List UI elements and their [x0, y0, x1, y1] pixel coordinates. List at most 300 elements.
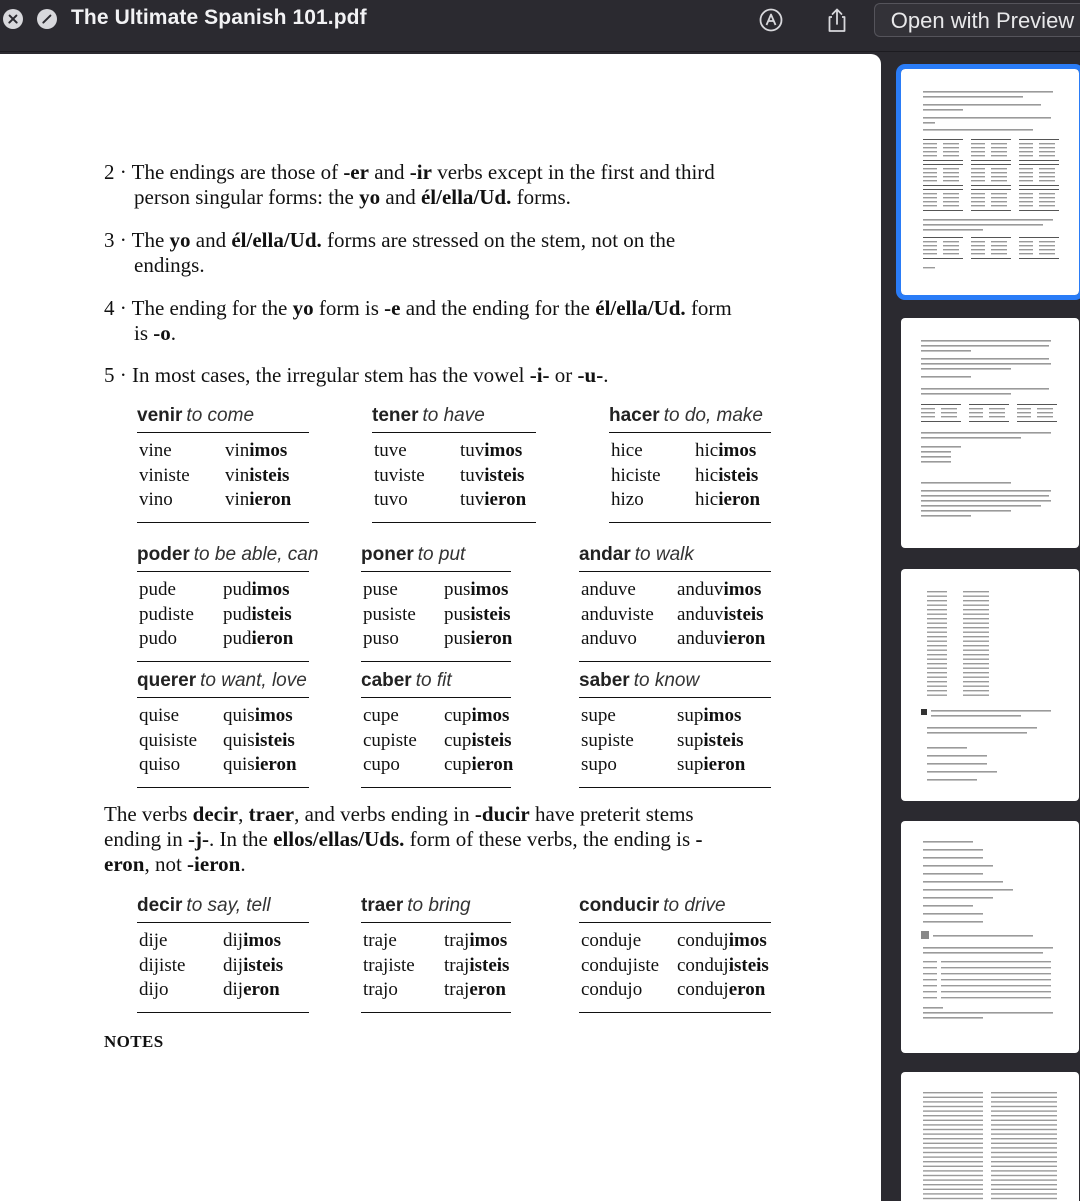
thumbnail-text-line: [991, 1170, 1057, 1171]
conjugation-table-poner: [361, 544, 511, 662]
thumbnail-text-line: [923, 1101, 983, 1102]
thumbnail-text-line: [991, 1175, 1057, 1176]
singular-form: condujo: [581, 979, 643, 1000]
thumbnail-text-line: [1039, 201, 1055, 202]
infinitive: saber: [579, 670, 630, 691]
thumbnail-text-line: [923, 205, 937, 206]
thumbnail-text-line: [923, 1007, 943, 1009]
thumbnail-text-line: [923, 176, 937, 177]
singular-form: puso: [363, 628, 399, 649]
translation: to fit: [415, 670, 452, 691]
thumbnail-text-line: [923, 185, 963, 186]
thumbnail-text-line: [921, 350, 971, 352]
thumbnail-text-line: [923, 952, 1043, 954]
thumbnail-text-line: [927, 654, 947, 655]
thumbnail-text-line: [971, 258, 1011, 259]
thumbnail-text-line: [991, 1184, 1057, 1185]
conjugation-table-saber: [579, 670, 771, 788]
thumbnail-text-line: [923, 961, 937, 962]
conjugation-table-tener: [372, 405, 536, 523]
thumbnail-text-line: [921, 515, 971, 517]
thumbnail-text-line: [923, 241, 937, 242]
thumbnail-text-line: [923, 1124, 983, 1125]
infinitive: querer: [137, 670, 197, 691]
thumbnail-text-line: [963, 650, 989, 651]
thumbnail-text-line: [991, 151, 1007, 152]
table-heading: [137, 544, 319, 572]
plural-form: supisteis: [677, 729, 744, 751]
thumbnail-text-line: [927, 732, 1027, 734]
thumbnail-text-line: [991, 249, 1007, 250]
thumbnail-text-line: [971, 253, 985, 254]
thumbnail-text-line: [921, 495, 1049, 497]
thumbnail-text-line: [921, 446, 961, 448]
thumbnail-text-line: [941, 967, 1051, 968]
thumbnail-text-line: [1039, 253, 1055, 254]
table-heading: [579, 895, 771, 923]
thumbnail-text-line: [1039, 172, 1055, 173]
thumbnail-text-line: [927, 755, 987, 757]
thumbnail-text-line: [1037, 416, 1053, 417]
title-bar: [0, 0, 1080, 52]
thumbnail-text-line: [921, 363, 1051, 365]
singular-form: conduje: [581, 930, 642, 951]
singular-form: supe: [581, 705, 616, 726]
plural-form: cupimos: [444, 705, 510, 726]
thumbnail-text-line: [923, 1115, 983, 1116]
singular-form: quiso: [139, 754, 181, 775]
thumbnail-text-line: [923, 224, 1043, 226]
plural-form: tuvimos: [460, 440, 523, 461]
thumbnail-text-line: [923, 147, 937, 148]
thumbnail-text-line: [991, 1143, 1057, 1144]
singular-form: tuviste: [374, 464, 425, 486]
thumbnail-text-line: [989, 416, 1005, 417]
thumbnail-text-line: [923, 197, 937, 198]
infinitive: tener: [372, 405, 419, 426]
share-icon[interactable]: [823, 6, 851, 34]
plural-form: condujisteis: [677, 954, 769, 976]
plural-form: supimos: [677, 705, 742, 726]
minimize-window-icon[interactable]: [37, 9, 57, 29]
thumbnail-text-line: [971, 155, 985, 156]
thumbnail-text-line: [1019, 241, 1033, 242]
thumbnail-text-line: [1037, 408, 1053, 409]
thumbnail-text-line: [971, 151, 985, 152]
thumbnail-text-line: [923, 258, 963, 259]
infinitive: poder: [137, 544, 190, 565]
translation: to put: [417, 544, 466, 565]
thumbnail-text-line: [923, 849, 983, 851]
thumbnail-text-line: [971, 205, 985, 206]
thumbnail-text-line: [991, 205, 1007, 206]
thumbnail-text-line: [927, 609, 947, 610]
thumbnail-text-line: [971, 164, 1011, 165]
thumbnail-text-line: [941, 997, 1051, 998]
thumbnail-text-line: [927, 663, 947, 664]
thumbnail-text-line: [923, 129, 1033, 131]
thumbnail-text-line: [991, 201, 1007, 202]
thumbnail-text-line: [1039, 143, 1055, 144]
thumbnail-text-line: [963, 618, 989, 619]
plural-form: tuvieron: [460, 489, 527, 510]
thumbnail-text-line: [991, 1120, 1057, 1121]
thumbnail-text-line: [963, 668, 989, 669]
conjugation-table-caber: [361, 670, 514, 788]
singular-form: dije: [139, 930, 168, 951]
plural-form: trajimos: [444, 930, 508, 951]
thumbnail-text-line: [969, 416, 983, 417]
point-4: 4 · The ending for the yo form is -e and the ending for the él/ella/Ud. form is -o.: [104, 296, 732, 345]
thumbnail-text-line: [923, 985, 937, 986]
thumbnail-text-line: [963, 654, 989, 655]
thumbnail-text-line: [971, 185, 1011, 186]
translation: to bring: [407, 895, 471, 916]
thumbnail-text-line: [963, 627, 989, 628]
thumbnail-text-line: [1039, 245, 1055, 246]
thumbnail-text-line: [921, 358, 1049, 360]
thumbnail-text-line: [923, 1184, 983, 1185]
thumbnail-sidebar[interactable]: [881, 54, 1080, 1201]
table-heading: [137, 670, 309, 698]
thumbnail-text-line: [991, 1166, 1057, 1167]
conjugation-table-hacer: [609, 405, 771, 523]
plural-form: vinimos: [225, 440, 288, 461]
thumbnail-text-line: [923, 172, 937, 173]
infinitive: decir: [137, 895, 183, 916]
translation: to drive: [663, 895, 726, 916]
thumbnail-text-line: [971, 193, 985, 194]
thumbnail-text-line: [927, 614, 947, 615]
thumbnail-text-line: [991, 1133, 1057, 1134]
thumbnail-text-line: [991, 1161, 1057, 1162]
thumbnail-text-line: [921, 388, 1049, 390]
translation: to know: [633, 670, 700, 691]
thumbnail-text-line: [923, 921, 983, 923]
thumbnail-text-line: [1019, 147, 1033, 148]
table-heading: [609, 405, 771, 433]
singular-form: pusiste: [363, 603, 416, 625]
thumbnail-text-line: [933, 935, 1033, 937]
translation: to be able, can: [193, 544, 319, 565]
thumbnail-text-line: [921, 421, 961, 422]
thumbnail-text-line: [969, 404, 1009, 405]
thumbnail-text-line: [991, 1110, 1057, 1111]
singular-form: pudo: [139, 628, 177, 649]
thumbnail-text-line: [991, 1115, 1057, 1116]
thumbnail-text-line: [971, 201, 985, 202]
thumbnail-text-line: [943, 193, 959, 194]
thumbnail-text-line: [923, 1193, 983, 1194]
thumbnail-text-line: [971, 143, 985, 144]
thumbnail-text-line: [971, 139, 1011, 140]
thumbnail-text-line: [923, 249, 937, 250]
thumbnail-text-line: [963, 641, 989, 642]
thumbnail-text-line: [921, 510, 1011, 512]
translation: to say, tell: [186, 895, 271, 916]
thumbnail-text-line: [923, 253, 937, 254]
pdf-page[interactable]: [0, 54, 881, 1201]
singular-form: trajo: [363, 979, 398, 1000]
thumbnail-text-line: [963, 591, 989, 592]
thumbnail-text-line: [927, 605, 947, 606]
thumbnail-text-line: [923, 857, 983, 859]
thumbnail-text-line: [963, 623, 989, 624]
thumbnail-text-line: [923, 1097, 983, 1098]
thumbnail-text-line: [923, 1166, 983, 1167]
open-with-preview-button[interactable]: Open with Preview: [874, 3, 1080, 37]
plural-form: pudisteis: [223, 603, 292, 625]
thumbnail-text-line: [969, 408, 983, 409]
thumbnail-text-line: [923, 219, 1053, 221]
thumbnail-text-line: [963, 636, 989, 637]
plural-form: anduvimos: [677, 579, 762, 600]
thumbnail-text-line: [923, 905, 973, 907]
thumbnail-text-line: [923, 1143, 983, 1144]
thumbnail-text-line: [923, 164, 963, 165]
thumbnail-text-line: [927, 727, 1037, 729]
thumbnail-text-line: [921, 461, 951, 463]
thumbnail-text-line: [923, 237, 963, 238]
thumbnail-text-line: [923, 873, 983, 875]
thumbnail-text-line: [991, 143, 1007, 144]
point-3: 3 · The yo and él/ella/Ud. forms are stressed on the stem, not on the endings.: [104, 228, 676, 277]
table-heading: [579, 670, 771, 698]
thumbnail-text-line: [1019, 164, 1059, 165]
thumbnail-text-line: [1019, 143, 1033, 144]
translation: to want, love: [200, 670, 307, 691]
thumbnail-text-line: [921, 376, 971, 378]
thumbnail-text-line: [923, 1147, 983, 1148]
thumbnail-text-line: [1019, 189, 1059, 190]
thumbnail-text-line: [923, 1175, 983, 1176]
thumbnail-text-line: [923, 117, 1051, 119]
plural-form: quisieron: [223, 754, 297, 775]
thumbnail-text-line: [943, 205, 959, 206]
thumbnail-text-line: [963, 686, 989, 687]
thumbnail-text-line: [923, 991, 937, 992]
thumbnail-text-line: [927, 747, 967, 749]
plural-form: pusieron: [444, 628, 513, 649]
singular-form: dijiste: [139, 954, 186, 976]
thumbnail-text-line: [963, 663, 989, 664]
thumbnail-text-line: [921, 490, 1051, 492]
singular-form: hice: [611, 440, 643, 461]
thumbnail-text-line: [923, 889, 1013, 891]
thumbnail-text-line: [927, 641, 947, 642]
thumbnail-text-line: [963, 596, 989, 597]
thumbnail-text-line: [941, 408, 957, 409]
close-window-icon[interactable]: [3, 9, 23, 29]
thumbnail-text-line: [971, 210, 1011, 211]
thumbnail-text-line: [943, 249, 959, 250]
thumbnail-text-line: [971, 176, 985, 177]
thumbnail-text-line: [927, 623, 947, 624]
plural-form: hicieron: [695, 489, 761, 510]
translation: to have: [422, 405, 485, 426]
table-heading: [361, 670, 511, 698]
j-stem-paragraph: The verbs decir, traer, and verbs ending in -ducir have preterit stems ending in -j-. In the ellos/ellas/Uds. form of these verbs, the ending is - eron, not -ieron.: [104, 802, 703, 876]
thumbnail-text-line: [1039, 176, 1055, 177]
infinitive: poner: [361, 544, 414, 565]
thumbnail-text-line: [927, 771, 997, 773]
thumbnail-text-line: [963, 614, 989, 615]
thumbnail-text-line: [923, 1198, 983, 1199]
singular-form: anduviste: [581, 603, 654, 625]
infinitive: traer: [361, 895, 404, 916]
thumbnail-text-line: [923, 967, 937, 968]
infinitive: venir: [137, 405, 183, 426]
conjugation-table-conducir: [579, 895, 771, 1013]
thumbnail-text-line: [971, 245, 985, 246]
thumbnail-text-line: [921, 931, 929, 939]
singular-form: hizo: [611, 489, 644, 510]
thumbnail-text-line: [943, 151, 959, 152]
thumbnail-text-line: [927, 681, 947, 682]
thumbnail-text-line: [969, 421, 1009, 422]
thumbnail-text-line: [963, 690, 989, 691]
page-thumbnail-4[interactable]: [901, 821, 1079, 1053]
page-thumbnail-5[interactable]: [901, 1072, 1079, 1201]
thumbnail-text-line: [923, 193, 937, 194]
thumbnail-text-line: [1019, 249, 1033, 250]
thumbnail-text-line: [963, 605, 989, 606]
thumbnail-text-line: [921, 505, 1041, 507]
thumbnail-text-line: [943, 147, 959, 148]
thumbnail-text-line: [991, 1101, 1057, 1102]
thumbnail-text-line: [923, 947, 1053, 949]
thumbnail-text-line: [921, 345, 1049, 347]
thumbnail-text-line: [971, 172, 985, 173]
plural-form: condujimos: [677, 930, 767, 951]
thumbnail-text-line: [991, 241, 1007, 242]
thumbnail-text-line: [921, 456, 951, 458]
plural-form: cupieron: [444, 754, 514, 775]
thumbnail-text-line: [1039, 147, 1055, 148]
infinitive: caber: [361, 670, 412, 691]
thumbnail-text-line: [991, 1152, 1057, 1153]
plural-form: anduvieron: [677, 628, 766, 649]
plural-form: pudieron: [223, 628, 294, 649]
thumbnail-text-line: [923, 143, 937, 144]
thumbnail-text-line: [1039, 205, 1055, 206]
thumbnail-text-line: [1017, 408, 1031, 409]
thumbnail-text-line: [927, 632, 947, 633]
thumbnail-text-line: [941, 973, 1051, 974]
thumbnail-text-line: [941, 979, 1051, 980]
thumbnail-text-line: [971, 180, 985, 181]
infinitive: hacer: [609, 405, 660, 426]
thumbnail-text-line: [1019, 168, 1033, 169]
thumbnail-text-line: [927, 686, 947, 687]
thumbnail-text-line: [963, 659, 989, 660]
markup-icon[interactable]: [757, 6, 785, 34]
plural-form: vinisteis: [225, 464, 290, 486]
translation: to walk: [634, 544, 694, 565]
thumbnail-text-line: [971, 197, 985, 198]
thumbnail-text-line: [971, 189, 1011, 190]
thumbnail-text-line: [923, 997, 937, 998]
thumbnail-text-line: [923, 913, 983, 915]
singular-form: dijo: [139, 979, 169, 1000]
thumbnail-text-line: [1019, 185, 1059, 186]
singular-form: anduve: [581, 579, 636, 600]
thumbnail-text-line: [943, 253, 959, 254]
conjugation-table-venir: [137, 405, 309, 523]
thumbnail-text-line: [1019, 180, 1033, 181]
page-thumbnail-1[interactable]: [901, 69, 1079, 295]
singular-form: trajiste: [363, 954, 415, 976]
thumbnail-text-line: [991, 147, 1007, 148]
thumbnail-text-line: [963, 645, 989, 646]
singular-form: pude: [139, 579, 176, 600]
singular-form: hiciste: [611, 464, 661, 486]
thumbnail-text-line: [1019, 193, 1033, 194]
thumbnail-text-line: [963, 600, 989, 601]
thumbnail-text-line: [923, 210, 963, 211]
conjugation-table-poder: [137, 544, 319, 662]
thumbnail-text-line: [1019, 237, 1059, 238]
thumbnail-text-line: [1039, 180, 1055, 181]
thumbnail-text-line: [943, 180, 959, 181]
point-2: 2 · The endings are those of -er and -ir verbs except in the first and third person singular forms: the yo and él/ella/Ud. forms.: [104, 160, 715, 209]
page-thumbnail-3[interactable]: [901, 569, 1079, 801]
plural-form: trajisteis: [444, 954, 510, 976]
thumbnail-text-line: [923, 201, 937, 202]
singular-form: puse: [363, 579, 398, 600]
plural-form: pusimos: [444, 579, 509, 600]
singular-form: viniste: [139, 464, 190, 486]
thumbnail-text-line: [921, 408, 935, 409]
thumbnail-text-line: [1019, 155, 1033, 156]
page-thumbnail-2[interactable]: [901, 318, 1079, 548]
thumbnail-text-line: [1019, 139, 1059, 140]
singular-form: vine: [139, 440, 172, 461]
plural-form: tuvisteis: [460, 464, 525, 486]
table-heading: [361, 544, 511, 572]
document-title: The Ultimate Spanish 101.pdf: [71, 6, 367, 29]
thumbnail-text-line: [927, 690, 947, 691]
thumbnail-text-line: [991, 1193, 1057, 1194]
thumbnail-text-line: [927, 636, 947, 637]
table-heading: [372, 405, 536, 433]
thumbnail-text-line: [971, 237, 1011, 238]
thumbnail-text-line: [963, 632, 989, 633]
thumbnail-text-line: [991, 1189, 1057, 1190]
thumbnail-text-line: [927, 591, 947, 592]
thumbnail-text-line: [927, 659, 947, 660]
thumbnail-text-line: [923, 1170, 983, 1171]
thumbnail-text-line: [971, 241, 985, 242]
thumbnail-text-line: [989, 408, 1005, 409]
thumbnail-text-line: [923, 1129, 983, 1130]
thumbnail-text-line: [927, 672, 947, 673]
thumbnail-text-line: [943, 168, 959, 169]
thumbnail-text-line: [921, 404, 961, 405]
thumbnail-text-line: [963, 695, 989, 696]
singular-form: cupe: [363, 705, 399, 726]
thumbnail-text-line: [923, 122, 935, 124]
thumbnail-text-line: [923, 865, 993, 867]
thumbnail-text-line: [991, 1147, 1057, 1148]
table-heading: [137, 895, 309, 923]
conjugation-table-andar: [579, 544, 771, 662]
thumbnail-text-line: [923, 180, 937, 181]
thumbnail-text-line: [927, 600, 947, 601]
thumbnail-text-line: [923, 881, 1003, 883]
thumbnail-text-line: [941, 991, 1051, 992]
thumbnail-text-line: [1019, 172, 1033, 173]
